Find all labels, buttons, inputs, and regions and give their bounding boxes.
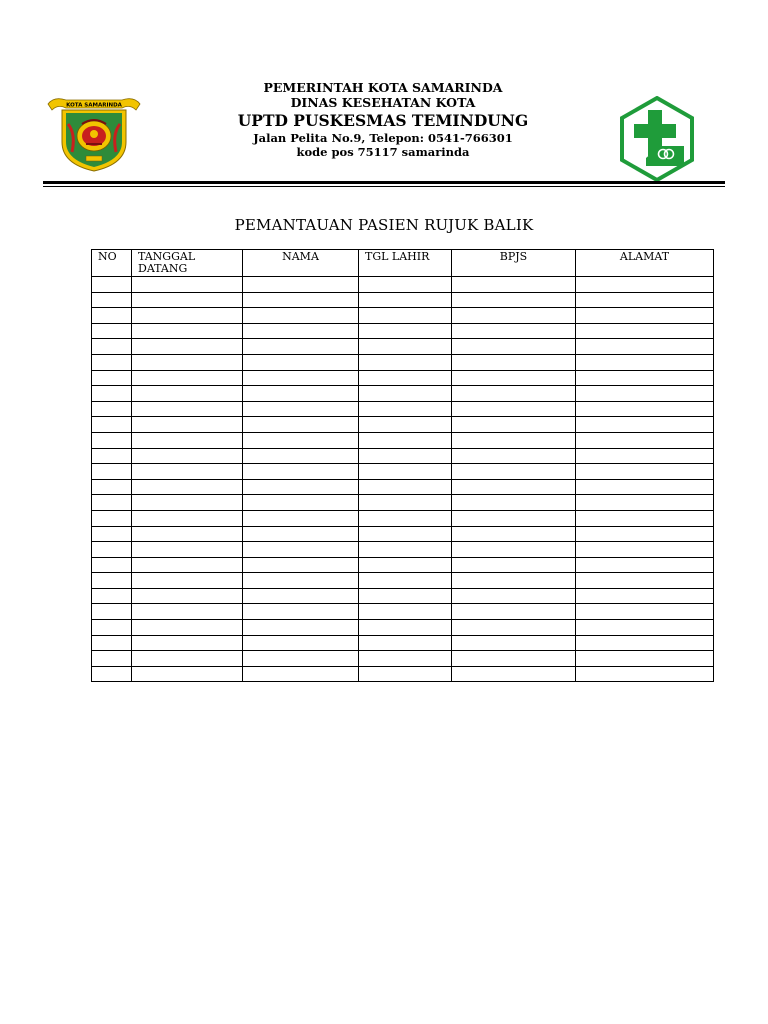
table-cell-bpjs [452, 417, 576, 433]
table-cell-bpjs [452, 339, 576, 355]
table-cell-no [92, 479, 132, 495]
table-cell-nama [243, 666, 359, 682]
table-row [92, 479, 714, 495]
table-cell-tanggal-datang [132, 479, 243, 495]
column-header-tanggal-datang: TANGGAL DATANG [132, 250, 243, 277]
table-row [92, 573, 714, 589]
table-cell-no [92, 510, 132, 526]
table-row [92, 635, 714, 651]
table-row [92, 339, 714, 355]
table-cell-tgl-lahir [359, 386, 452, 402]
table-cell-no [92, 277, 132, 293]
table-cell-alamat [576, 557, 714, 573]
table-cell-alamat [576, 495, 714, 511]
table-cell-nama [243, 604, 359, 620]
table-cell-alamat [576, 308, 714, 324]
table-cell-nama [243, 588, 359, 604]
table-cell-alamat [576, 588, 714, 604]
column-header-bpjs: BPJS [452, 250, 576, 277]
table-row [92, 448, 714, 464]
table-cell-no [92, 386, 132, 402]
table-cell-tanggal-datang [132, 557, 243, 573]
table-row [92, 620, 714, 636]
table-cell-tanggal-datang [132, 620, 243, 636]
table-cell-bpjs [452, 292, 576, 308]
table-cell-bpjs [452, 277, 576, 293]
table-cell-tgl-lahir [359, 573, 452, 589]
table-row [92, 432, 714, 448]
table-cell-nama [243, 292, 359, 308]
table-cell-bpjs [452, 635, 576, 651]
table-cell-nama [243, 308, 359, 324]
table-cell-tgl-lahir [359, 588, 452, 604]
letterhead [0, 0, 768, 190]
table-row [92, 557, 714, 573]
table-cell-tanggal-datang [132, 573, 243, 589]
table-cell-tanggal-datang [132, 370, 243, 386]
patient-table [91, 249, 714, 682]
table-row [92, 323, 714, 339]
table-cell-alamat [576, 432, 714, 448]
table-cell-no [92, 635, 132, 651]
table-cell-no [92, 495, 132, 511]
table-cell-bpjs [452, 308, 576, 324]
table-cell-bpjs [452, 666, 576, 682]
table-cell-bpjs [452, 354, 576, 370]
table-cell-nama [243, 417, 359, 433]
table-cell-tgl-lahir [359, 401, 452, 417]
table-cell-tgl-lahir [359, 308, 452, 324]
table-cell-nama [243, 401, 359, 417]
table-row [92, 542, 714, 558]
table-cell-bpjs [452, 526, 576, 542]
table-cell-tanggal-datang [132, 292, 243, 308]
table-row [92, 464, 714, 480]
table-cell-no [92, 354, 132, 370]
table-cell-alamat [576, 370, 714, 386]
table-cell-nama [243, 526, 359, 542]
emblem-ribbon-text: KOTA SAMARINDA [66, 102, 122, 109]
document-title: PEMANTAUAN PASIEN RUJUK BALIK [234, 216, 534, 234]
table-cell-bpjs [452, 432, 576, 448]
table-cell-no [92, 526, 132, 542]
table-cell-no [92, 448, 132, 464]
table-cell-alamat [576, 510, 714, 526]
table-cell-tanggal-datang [132, 277, 243, 293]
table-cell-tgl-lahir [359, 370, 452, 386]
puskesmas-cross-logo-icon [620, 96, 694, 182]
table-cell-alamat [576, 573, 714, 589]
table-cell-tanggal-datang [132, 386, 243, 402]
table-cell-tgl-lahir [359, 448, 452, 464]
table-row [92, 666, 714, 682]
column-header-no: NO [92, 250, 132, 277]
table-cell-tgl-lahir [359, 666, 452, 682]
table-cell-tgl-lahir [359, 292, 452, 308]
table-cell-alamat [576, 526, 714, 542]
table-row [92, 604, 714, 620]
table-cell-nama [243, 542, 359, 558]
table-row [92, 510, 714, 526]
letterhead-text [200, 80, 566, 159]
table-cell-bpjs [452, 620, 576, 636]
table-cell-tgl-lahir [359, 277, 452, 293]
table-cell-tanggal-datang [132, 354, 243, 370]
table-cell-tgl-lahir [359, 339, 452, 355]
address-line: Jalan Pelita No.9, Telepon: 0541-766301 [253, 131, 513, 145]
table-cell-nama [243, 277, 359, 293]
table-cell-no [92, 370, 132, 386]
table-cell-bpjs [452, 323, 576, 339]
postal-code-line: kode pos 75117 samarinda [296, 145, 470, 159]
table-cell-bpjs [452, 542, 576, 558]
table-cell-alamat [576, 354, 714, 370]
table-cell-bpjs [452, 588, 576, 604]
table-cell-bpjs [452, 370, 576, 386]
institution-name: UPTD PUSKESMAS TEMINDUNG [237, 111, 529, 130]
table-cell-bpjs [452, 448, 576, 464]
table-cell-tgl-lahir [359, 604, 452, 620]
table-cell-alamat [576, 542, 714, 558]
table-cell-tanggal-datang [132, 666, 243, 682]
table-cell-bpjs [452, 573, 576, 589]
table-cell-tgl-lahir [359, 479, 452, 495]
table-cell-no [92, 401, 132, 417]
letterhead-divider-thick [43, 181, 725, 184]
column-header-tgl-lahir: TGL LAHIR [359, 250, 452, 277]
table-cell-nama [243, 495, 359, 511]
table-cell-alamat [576, 292, 714, 308]
table-cell-no [92, 620, 132, 636]
table-cell-no [92, 588, 132, 604]
table-cell-bpjs [452, 464, 576, 480]
table-cell-tanggal-datang [132, 604, 243, 620]
table-cell-nama [243, 479, 359, 495]
table-cell-nama [243, 510, 359, 526]
table-row [92, 495, 714, 511]
table-cell-tgl-lahir [359, 635, 452, 651]
table-cell-alamat [576, 339, 714, 355]
table-cell-nama [243, 370, 359, 386]
table-cell-no [92, 292, 132, 308]
table-row [92, 651, 714, 667]
table-cell-tgl-lahir [359, 557, 452, 573]
table-cell-tgl-lahir [359, 354, 452, 370]
table-cell-no [92, 339, 132, 355]
table-row [92, 526, 714, 542]
table-cell-tanggal-datang [132, 495, 243, 511]
table-cell-tanggal-datang [132, 432, 243, 448]
table-cell-nama [243, 464, 359, 480]
table-cell-alamat [576, 604, 714, 620]
table-cell-bpjs [452, 401, 576, 417]
table-cell-tanggal-datang [132, 308, 243, 324]
table-cell-bpjs [452, 510, 576, 526]
table-row [92, 308, 714, 324]
table-cell-tgl-lahir [359, 510, 452, 526]
table-cell-nama [243, 651, 359, 667]
table-cell-tgl-lahir [359, 323, 452, 339]
table-cell-no [92, 573, 132, 589]
table-cell-nama [243, 620, 359, 636]
table-cell-no [92, 417, 132, 433]
table-cell-nama [243, 448, 359, 464]
table-cell-no [92, 432, 132, 448]
table-row [92, 417, 714, 433]
table-cell-alamat [576, 464, 714, 480]
table-cell-no [92, 308, 132, 324]
table-header-row [92, 250, 714, 277]
table-cell-tanggal-datang [132, 510, 243, 526]
table-cell-alamat [576, 620, 714, 636]
table-cell-tanggal-datang [132, 542, 243, 558]
table-cell-no [92, 604, 132, 620]
table-cell-tgl-lahir [359, 495, 452, 511]
table-cell-nama [243, 635, 359, 651]
table-cell-alamat [576, 666, 714, 682]
table-cell-bpjs [452, 386, 576, 402]
column-header-alamat: ALAMAT [576, 250, 714, 277]
table-cell-no [92, 542, 132, 558]
table-cell-tgl-lahir [359, 464, 452, 480]
table-cell-bpjs [452, 557, 576, 573]
government-name: PEMERINTAH KOTA SAMARINDA [263, 80, 503, 95]
table-cell-alamat [576, 277, 714, 293]
table-cell-tgl-lahir [359, 432, 452, 448]
table-cell-bpjs [452, 651, 576, 667]
table-cell-tanggal-datang [132, 323, 243, 339]
table-cell-bpjs [452, 495, 576, 511]
table-cell-tgl-lahir [359, 651, 452, 667]
table-cell-alamat [576, 323, 714, 339]
table-cell-tanggal-datang [132, 448, 243, 464]
kota-samarinda-emblem-icon [46, 94, 142, 172]
table-row [92, 370, 714, 386]
table-cell-nama [243, 432, 359, 448]
table-cell-no [92, 464, 132, 480]
table-cell-tgl-lahir [359, 526, 452, 542]
table-cell-nama [243, 339, 359, 355]
letterhead-divider-thin [43, 186, 725, 187]
table-cell-tanggal-datang [132, 464, 243, 480]
table-row [92, 277, 714, 293]
table-cell-bpjs [452, 604, 576, 620]
table-cell-no [92, 651, 132, 667]
table-cell-no [92, 323, 132, 339]
table-row [92, 386, 714, 402]
table-cell-bpjs [452, 479, 576, 495]
table-cell-tanggal-datang [132, 339, 243, 355]
table-cell-tanggal-datang [132, 588, 243, 604]
table-row [92, 354, 714, 370]
table-cell-nama [243, 323, 359, 339]
table-cell-tgl-lahir [359, 620, 452, 636]
table-cell-nama [243, 354, 359, 370]
table-cell-tanggal-datang [132, 401, 243, 417]
table-cell-no [92, 557, 132, 573]
column-header-nama: NAMA [243, 250, 359, 277]
table-body [92, 277, 714, 682]
table-cell-alamat [576, 479, 714, 495]
table-cell-nama [243, 573, 359, 589]
table-cell-alamat [576, 386, 714, 402]
table-cell-nama [243, 386, 359, 402]
table-cell-tgl-lahir [359, 542, 452, 558]
table-cell-tanggal-datang [132, 635, 243, 651]
table-cell-alamat [576, 417, 714, 433]
table-cell-tanggal-datang [132, 526, 243, 542]
table-row [92, 292, 714, 308]
table-row [92, 588, 714, 604]
table-row [92, 401, 714, 417]
table-cell-nama [243, 557, 359, 573]
table-cell-tgl-lahir [359, 417, 452, 433]
table-cell-tanggal-datang [132, 651, 243, 667]
department-name: DINAS KESEHATAN KOTA [290, 95, 476, 110]
table-cell-no [92, 666, 132, 682]
table-cell-alamat [576, 401, 714, 417]
table-cell-alamat [576, 635, 714, 651]
table-cell-tanggal-datang [132, 417, 243, 433]
table-cell-alamat [576, 448, 714, 464]
table-cell-alamat [576, 651, 714, 667]
